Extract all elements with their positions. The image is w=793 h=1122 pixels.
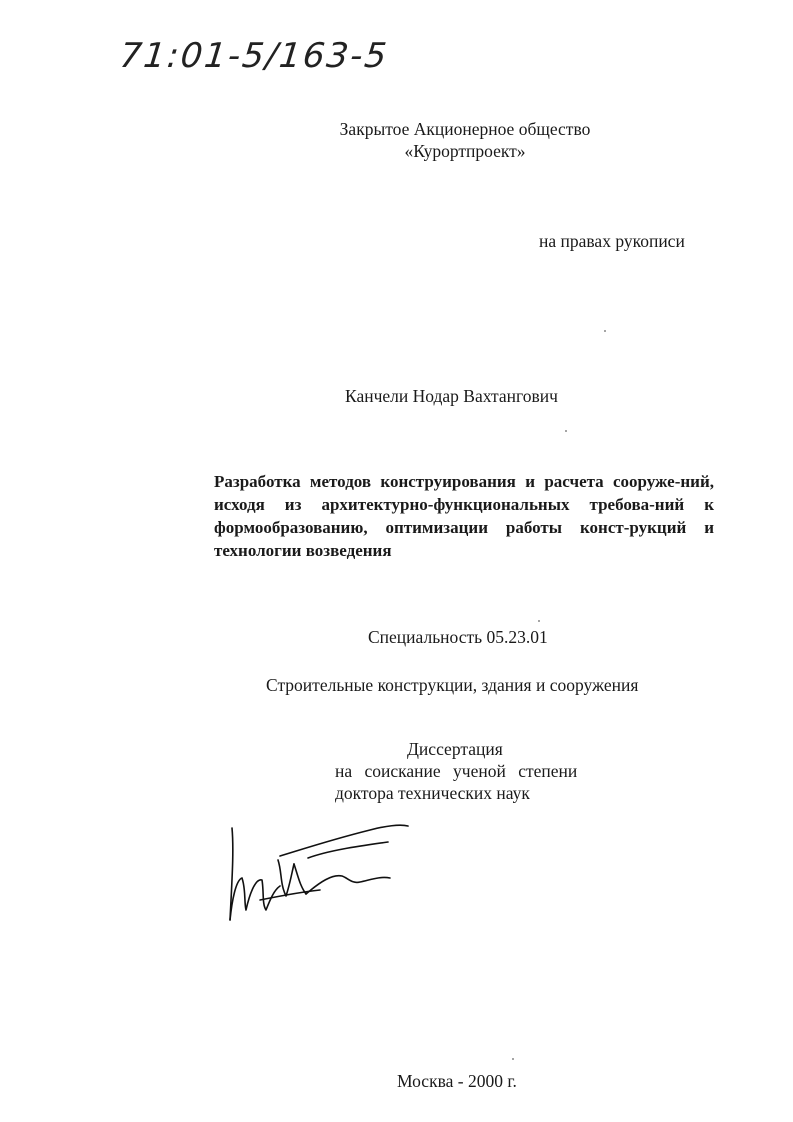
scan-speck xyxy=(512,1058,514,1060)
degree-line-3: доктора технических наук xyxy=(335,783,530,803)
specialty-code: Специальность 05.23.01 xyxy=(368,627,548,647)
scan-speck xyxy=(565,430,567,432)
author-name: Канчели Нодар Вахтангович xyxy=(345,386,558,406)
rights-note: на правах рукописи xyxy=(539,231,685,251)
scan-speck xyxy=(604,330,606,332)
degree-heading: Диссертация xyxy=(407,739,503,759)
dissertation-title: Разработка методов конструирования и расчета сооруже-ний, исходя из архитектурно-функциональных требова-ний к формообразованию, оптимизации работы конст-рукций и технологии возведения xyxy=(214,472,714,560)
scan-speck xyxy=(538,620,540,622)
place-and-year: Москва - 2000 г. xyxy=(397,1071,517,1091)
degree-block xyxy=(335,738,635,804)
archive-code: 71:01-5/163-5 xyxy=(117,36,391,76)
organization-line-1: Закрытое Акционерное общество xyxy=(339,119,591,139)
degree-line-2: на соискание ученой степени xyxy=(335,761,578,781)
organization-block xyxy=(280,118,650,162)
research-field: Строительные конструкции, здания и сооружения xyxy=(266,675,639,695)
organization-name: «Курортпроект» xyxy=(404,141,526,161)
handwritten-signature-icon xyxy=(220,820,410,930)
